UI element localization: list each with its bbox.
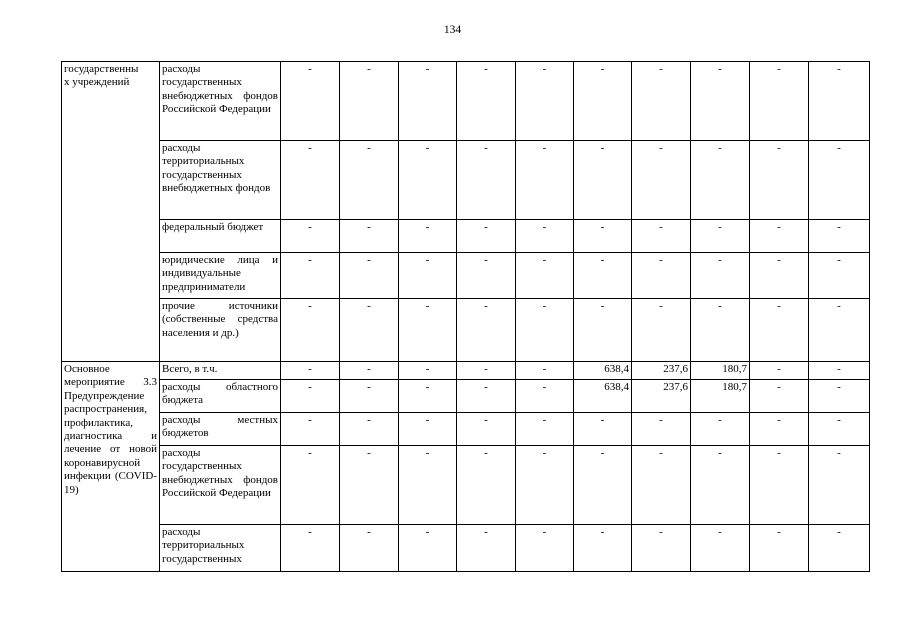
value-cell: - [281,413,340,446]
value-cell: - [809,446,870,525]
table-row [62,380,870,413]
value-cell: - [632,141,691,220]
value-cell: - [399,413,457,446]
page-number: 134 [443,24,462,36]
value-cell: - [281,525,340,572]
value-cell: - [340,380,399,413]
value-cell: - [516,446,574,525]
funding-source-cell: расходы территориальных государственных внебюджетных фондов [160,141,281,220]
value-cell: - [691,525,750,572]
value-cell: - [809,141,870,220]
value-cell: - [632,62,691,141]
value-cell: - [691,141,750,220]
measure-name-cell: Основное мероприятие 3.3 Предупреждение распространения, профилактика, диагностика и лечение от новой коронавирусной инфекции (COVID-19) [62,362,160,572]
funding-source-cell: расходы территориальных государственных [160,525,281,572]
value-cell: 180,7 [691,362,750,380]
value-cell: - [340,253,399,299]
value-cell: - [399,446,457,525]
value-cell: - [809,380,870,413]
value-cell: 237,6 [632,362,691,380]
value-cell: - [399,141,457,220]
value-cell: - [399,299,457,362]
value-cell: - [809,299,870,362]
value-cell: - [632,413,691,446]
value-cell: - [574,253,632,299]
value-cell: - [574,62,632,141]
value-cell: - [632,525,691,572]
value-cell: - [574,220,632,253]
value-cell: - [809,253,870,299]
value-cell: 638,4 [574,380,632,413]
funding-table [61,61,870,572]
value-cell: - [457,62,516,141]
table-row [62,141,870,220]
value-cell: - [516,413,574,446]
value-cell: - [809,220,870,253]
value-cell: - [691,62,750,141]
funding-table-body [62,62,870,572]
value-cell: - [399,380,457,413]
value-cell: - [340,62,399,141]
value-cell: - [750,525,809,572]
value-cell: - [340,141,399,220]
value-cell: - [399,220,457,253]
value-cell: - [281,141,340,220]
value-cell: - [750,141,809,220]
value-cell: 237,6 [632,380,691,413]
value-cell: - [516,220,574,253]
value-cell: - [281,380,340,413]
value-cell: - [281,299,340,362]
value-cell: - [457,362,516,380]
value-cell: - [632,220,691,253]
value-cell: - [632,253,691,299]
value-cell: - [281,446,340,525]
table-row [62,525,870,572]
value-cell: - [457,253,516,299]
value-cell: - [691,299,750,362]
funding-source-cell: расходы местных бюджетов [160,413,281,446]
table-row [62,253,870,299]
value-cell: - [516,525,574,572]
value-cell: - [574,141,632,220]
value-cell: - [340,362,399,380]
value-cell: - [632,299,691,362]
value-cell: - [516,299,574,362]
value-cell: - [516,141,574,220]
value-cell: - [457,446,516,525]
value-cell: - [516,62,574,141]
value-cell: - [574,446,632,525]
value-cell: - [691,253,750,299]
value-cell: - [516,380,574,413]
value-cell: - [750,253,809,299]
value-cell: - [340,525,399,572]
value-cell: - [457,141,516,220]
table-row [62,299,870,362]
value-cell: - [809,362,870,380]
value-cell: - [281,62,340,141]
value-cell: - [399,362,457,380]
value-cell: - [750,446,809,525]
value-cell: - [809,62,870,141]
value-cell: - [750,413,809,446]
value-cell: - [750,362,809,380]
funding-source-cell: расходы областного бюджета [160,380,281,413]
value-cell: - [457,525,516,572]
value-cell: - [574,299,632,362]
value-cell: - [281,253,340,299]
value-cell: - [750,220,809,253]
value-cell: - [574,413,632,446]
value-cell: - [691,446,750,525]
value-cell: 638,4 [574,362,632,380]
value-cell: - [281,362,340,380]
funding-source-cell: расходы государственных внебюджетных фондов Российской Федерации [160,62,281,141]
funding-source-cell: прочие источники (собственные средства населения и др.) [160,299,281,362]
value-cell: - [340,299,399,362]
funding-source-cell: федеральный бюджет [160,220,281,253]
funding-source-cell: юридические лица и индивидуальные предприниматели [160,253,281,299]
funding-source-cell: Всего, в т.ч. [160,362,281,380]
value-cell: - [691,413,750,446]
table-row [62,446,870,525]
value-cell: - [399,62,457,141]
value-cell: - [399,253,457,299]
value-cell: 180,7 [691,380,750,413]
value-cell: - [457,413,516,446]
value-cell: - [457,220,516,253]
value-cell: - [340,446,399,525]
table-row [62,62,870,141]
value-cell: - [340,413,399,446]
value-cell: - [457,299,516,362]
value-cell: - [457,380,516,413]
measure-name-cell: государственны х учреждений [62,62,160,362]
value-cell: - [691,220,750,253]
value-cell: - [399,525,457,572]
table-row [62,220,870,253]
value-cell: - [516,362,574,380]
value-cell: - [574,525,632,572]
value-cell: - [750,62,809,141]
value-cell: - [516,253,574,299]
funding-source-cell: расходы государственных внебюджетных фондов Российской Федерации [160,446,281,525]
table-row [62,413,870,446]
value-cell: - [281,220,340,253]
table-row [62,362,870,380]
value-cell: - [632,446,691,525]
value-cell: - [340,220,399,253]
value-cell: - [809,413,870,446]
value-cell: - [750,299,809,362]
value-cell: - [750,380,809,413]
value-cell: - [809,525,870,572]
